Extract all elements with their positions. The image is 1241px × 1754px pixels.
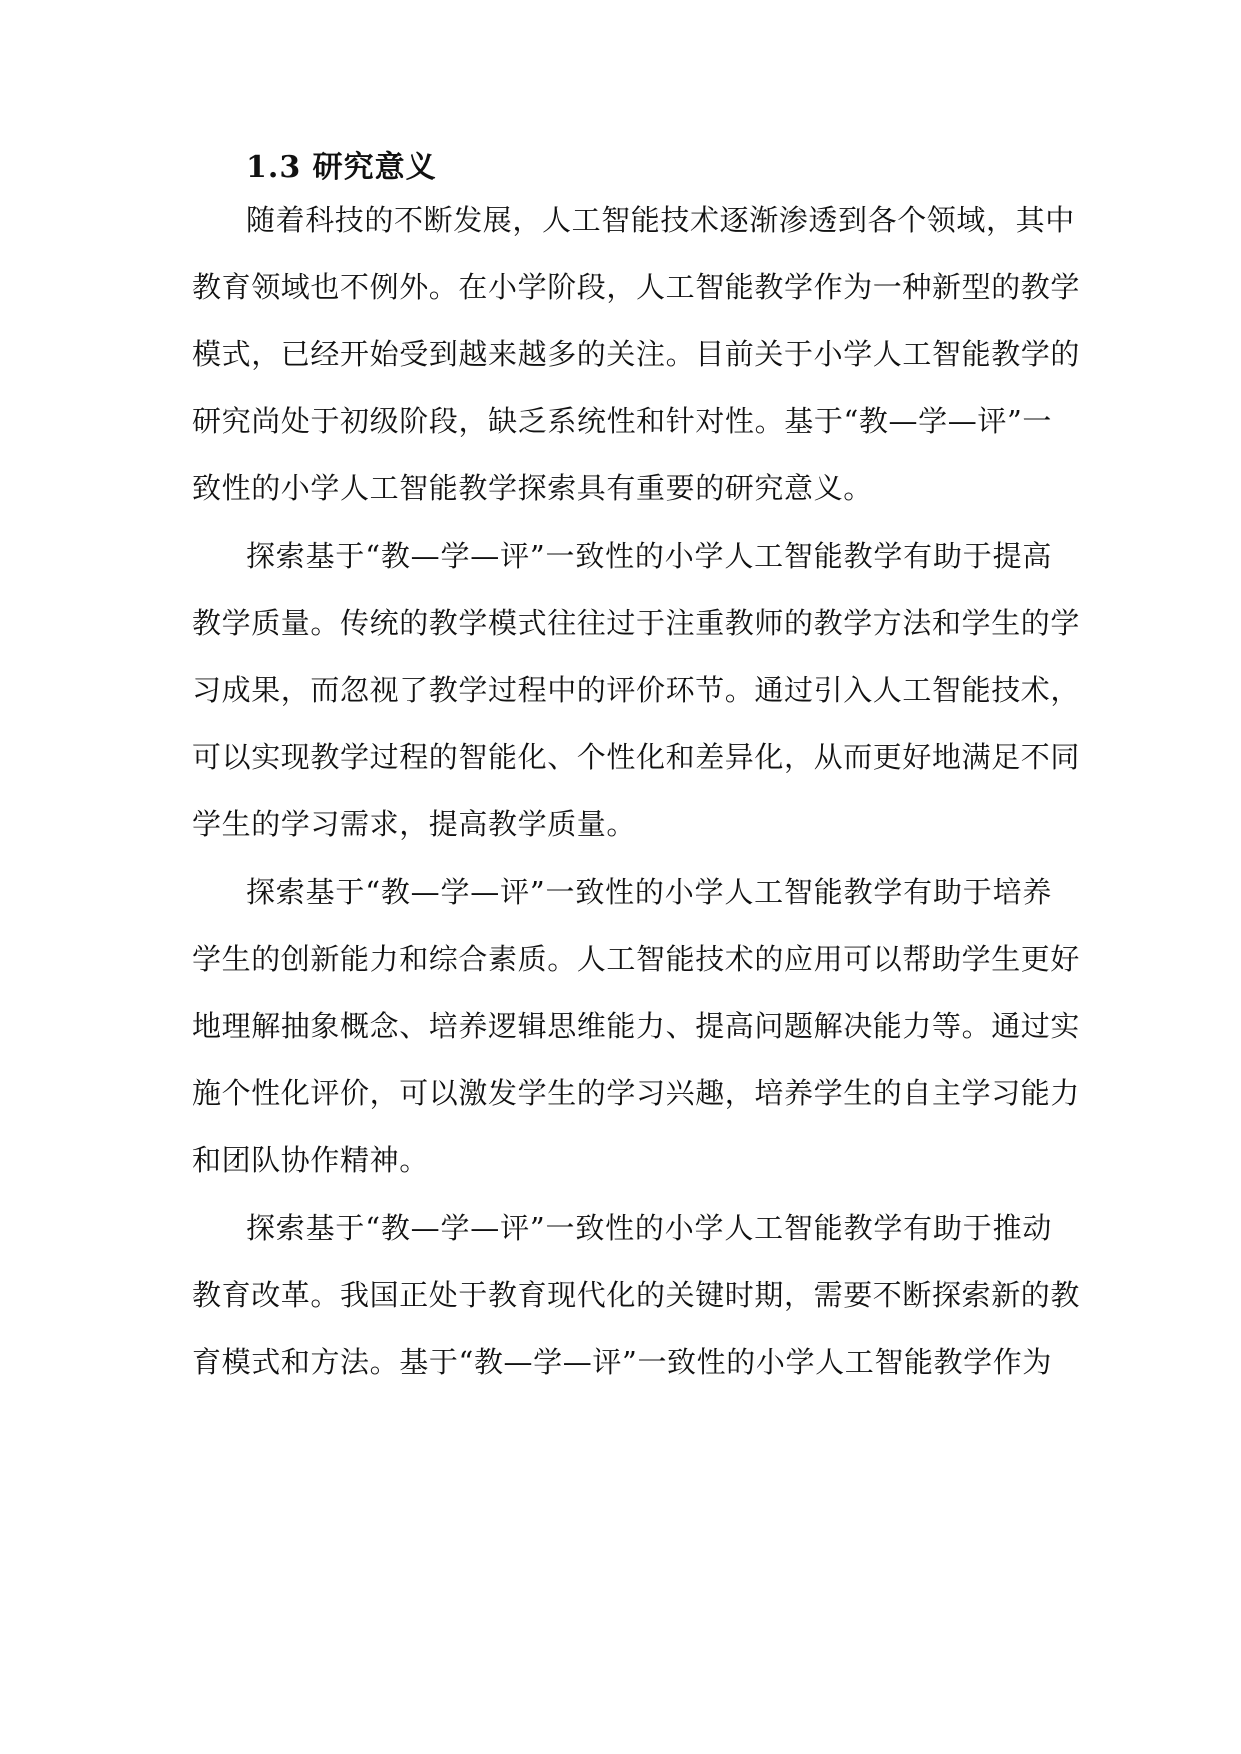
paragraph-4-line-2: 教育改革。我国正处于教育现代化的关键时期，需要不断探索新的教 bbox=[192, 1278, 1081, 1312]
paragraph-3-line-1: 探索基于“教—学—评”一致性的小学人工智能教学有助于培养 bbox=[246, 875, 1052, 909]
paragraph-2-line-3: 习成果，而忽视了教学过程中的评价环节。通过引入人工智能技术， bbox=[192, 673, 1081, 707]
paragraph-2-line-2: 教学质量。传统的教学模式往往过于注重教师的教学方法和学生的学 bbox=[192, 606, 1081, 640]
paragraph-4-line-1: 探索基于“教—学—评”一致性的小学人工智能教学有助于推动 bbox=[246, 1211, 1052, 1245]
paragraph-2-line-4: 可以实现教学过程的智能化、个性化和差异化，从而更好地满足不同 bbox=[192, 740, 1081, 774]
paragraph-3-line-5: 和团队协作精神。 bbox=[192, 1143, 429, 1177]
paragraph-3-line-4: 施个性化评价，可以激发学生的学习兴趣，培养学生的自主学习能力 bbox=[192, 1076, 1081, 1110]
paragraph-2-line-1: 探索基于“教—学—评”一致性的小学人工智能教学有助于提高 bbox=[246, 539, 1052, 573]
paragraph-1-line-4: 研究尚处于初级阶段，缺乏系统性和针对性。基于“教—学—评”一 bbox=[192, 404, 1052, 438]
paragraph-1-line-1: 随着科技的不断发展，人工智能技术逐渐渗透到各个领域，其中 bbox=[246, 203, 1075, 237]
paragraph-3-line-2: 学生的创新能力和综合素质。人工智能技术的应用可以帮助学生更好 bbox=[192, 942, 1081, 976]
paragraph-4-line-3: 育模式和方法。基于“教—学—评”一致性的小学人工智能教学作为 bbox=[192, 1345, 1052, 1379]
paragraph-1-line-3: 模式，已经开始受到越来越多的关注。目前关于小学人工智能教学的 bbox=[192, 337, 1081, 371]
paragraph-1-line-2: 教育领域也不例外。在小学阶段，人工智能教学作为一种新型的教学 bbox=[192, 270, 1081, 304]
paragraph-3-line-3: 地理解抽象概念、培养逻辑思维能力、提高问题解决能力等。通过实 bbox=[192, 1009, 1081, 1043]
section-heading: 1.3 研究意义 bbox=[246, 150, 437, 185]
paragraph-2-line-5: 学生的学习需求，提高教学质量。 bbox=[192, 807, 637, 841]
paragraph-1-line-5: 致性的小学人工智能教学探索具有重要的研究意义。 bbox=[192, 471, 873, 505]
